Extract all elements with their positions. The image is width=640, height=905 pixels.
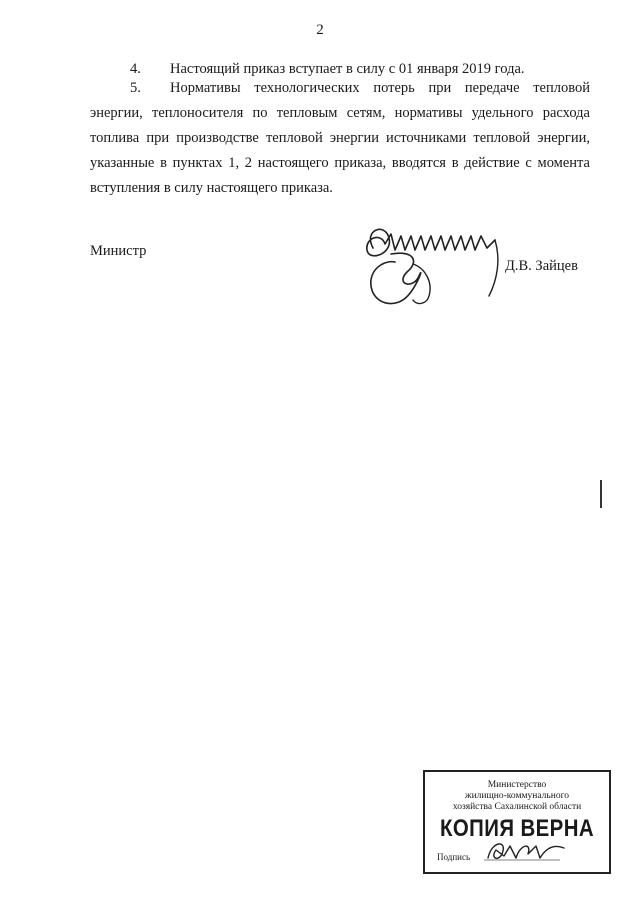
copy-certified-stamp — [423, 770, 611, 874]
signer-name: Д.В. Зайцев — [505, 258, 578, 274]
stamp-sign-label: Подпись — [437, 852, 471, 862]
paragraph-5 — [90, 76, 590, 201]
stamp-title: КОПИЯ ВЕРНА — [439, 815, 595, 842]
scan-edge-mark — [600, 480, 602, 508]
handwritten-signature — [355, 210, 505, 310]
stamp-org-line: жилищно-коммунального — [465, 791, 569, 801]
paragraph-number: 4. — [130, 61, 141, 77]
signer-title: Министр — [90, 243, 147, 259]
stamp-organization — [425, 780, 609, 813]
paragraph-text: Настоящий приказ вступает в силу с 01 января 2019 года. — [170, 61, 525, 77]
page-number: 2 — [316, 22, 324, 38]
paragraph-number: 5. — [130, 80, 141, 96]
stamp-org-line: Министерство — [487, 780, 547, 790]
stamp-org-line: хозяйства Сахалинской области — [452, 802, 582, 812]
paragraph-text: Нормативы технологических потерь при передаче тепловой энергии, теплоносителя по тепловым сетям, нормативы удельного расхода топлива при производстве тепловой энергии источниками тепловой энергии, указанные в пунктах 1, 2 настоящего приказа, вводятся в действие с момента вступления в силу настоящего приказа. — [90, 80, 590, 196]
stamp-signature — [480, 836, 570, 866]
